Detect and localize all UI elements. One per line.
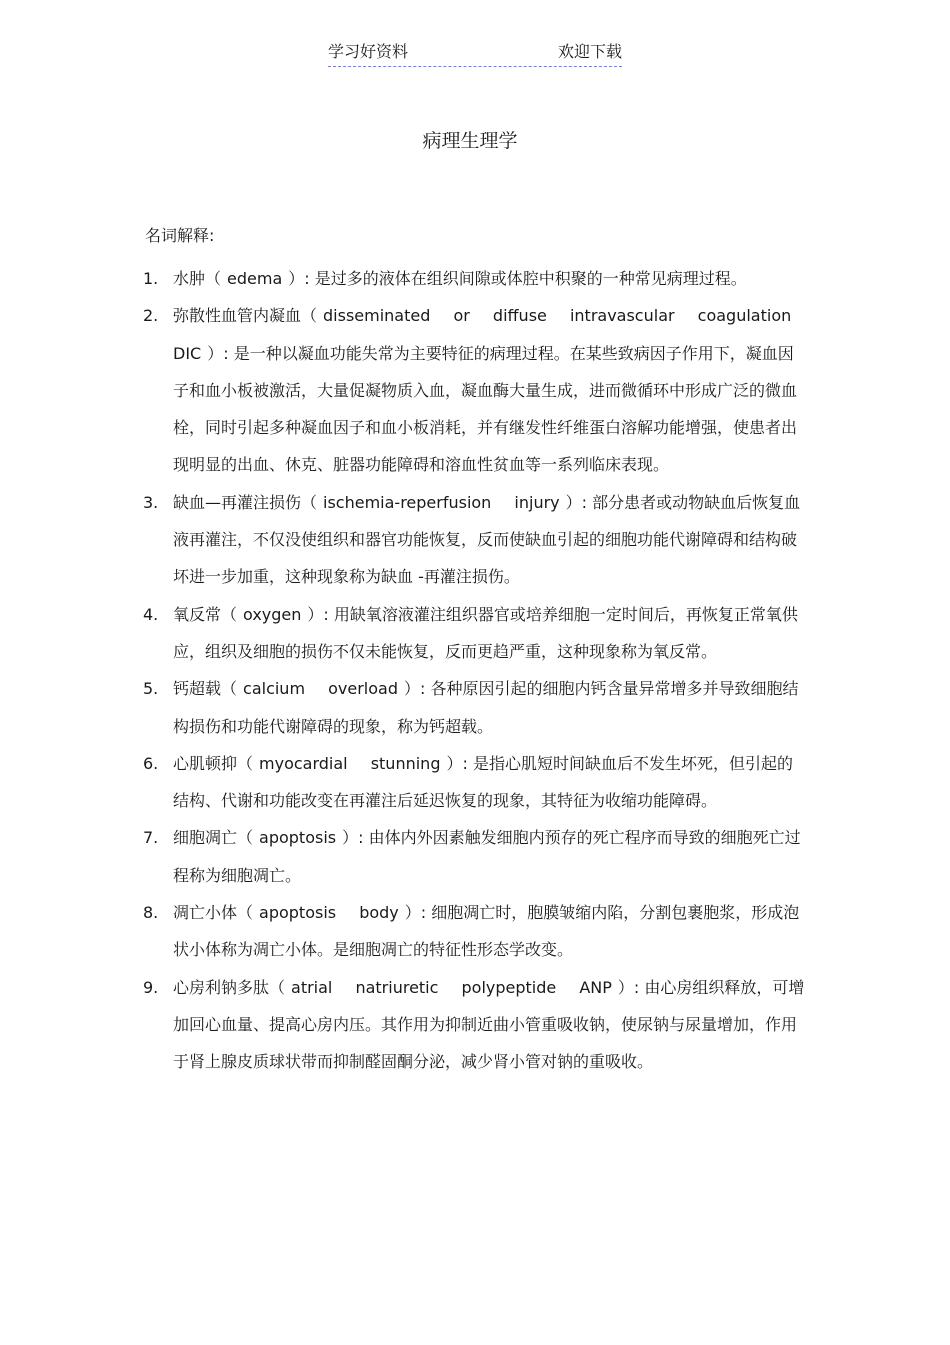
definition-list <box>143 260 808 1081</box>
definition-entry <box>143 894 808 969</box>
entry-latin-term: apoptosis <box>259 828 337 848</box>
entry-body <box>173 484 808 596</box>
header-right-text: 欢迎下载 <box>557 42 622 61</box>
definition-entry <box>143 260 808 297</box>
entry-latin-term: ischemia-reperfusion injury <box>323 492 560 512</box>
definition-entry <box>143 819 808 894</box>
entry-definition: ）: 是一种以凝血功能失常为主要特征的病理过程。在某些致病因子作用下，凝血因子和血小板被激活，大量促凝物质入血，凝血酶大量生成，进而微循环中形成广泛的微血栓，同时引起多种凝血因子和血小板消耗，并有继发性纤维蛋白溶解功能增强，使患者出现明显的出血、休克、脏器功能障碍和溶血性贫血等一系列临床表现。 <box>173 343 798 475</box>
entry-term: 水肿（ <box>173 269 222 288</box>
entry-number: 7. <box>143 828 159 848</box>
definition-entry <box>143 670 808 745</box>
entry-latin-term: disseminated or diffuse intravascular coagulation DIC <box>173 306 792 363</box>
entry-term: 凋亡小体（ <box>173 903 254 923</box>
header-left-text: 学习好资料 <box>328 42 409 61</box>
entry-number: 1. <box>143 269 159 288</box>
definition-entry <box>143 297 808 483</box>
definition-entry <box>143 745 808 820</box>
entry-definition: ）: 用缺氧溶液灌注组织器官或培养细胞一定时间后，再恢复正常氧供应，组织及细胞的损伤不仅未能恢复，反而更趋严重，这种现象称为氧反常。 <box>173 604 798 661</box>
document-title: 病理生理学 <box>422 130 518 152</box>
entry-term: 缺血—再灌注损伤（ <box>173 492 318 512</box>
entry-body <box>173 260 808 297</box>
entry-body <box>173 745 808 820</box>
entry-number: 9. <box>143 977 159 997</box>
entry-definition: ）: 由心房组织释放，可增加回心血量、提高心房内压。其作用为抑制近曲小管重吸收钠，使尿钠与尿量增加，作用于肾上腺皮质球状带而抑制醛固酮分泌，减少肾小管对钠的重吸收。 <box>173 977 805 1072</box>
entry-number: 2. <box>143 306 159 326</box>
entry-latin-term: oxygen <box>243 604 302 624</box>
entry-latin-term: myocardial stunning <box>259 753 441 773</box>
entry-body <box>173 596 808 671</box>
entry-body <box>173 894 808 969</box>
entry-body <box>173 969 808 1081</box>
entry-body <box>173 670 808 745</box>
definition-entry <box>143 484 808 596</box>
entry-latin-term: apoptosis body <box>259 903 399 923</box>
section-heading: 名词解释: <box>145 226 215 245</box>
entry-definition: ）: 是过多的液体在组织间隙或体腔中积聚的一种常见病理过程。 <box>288 269 747 288</box>
entry-definition: ）: 细胞凋亡时，胞膜皱缩内陷，分割包裹胞浆，形成泡状小体称为凋亡小体。是细胞凋亡的特征性形态学改变。 <box>173 903 800 960</box>
entry-definition: ）: 各种原因引起的细胞内钙含量异常增多并导致细胞结构损伤和功能代谢障碍的现象，称为钙超载。 <box>173 679 799 736</box>
definition-entry <box>143 969 808 1081</box>
entry-number: 5. <box>143 679 159 699</box>
entry-latin-term: calcium overload <box>243 679 398 699</box>
page-header <box>328 42 622 67</box>
definition-entry <box>143 596 808 671</box>
entry-latin-term: edema <box>227 269 283 288</box>
entry-body <box>173 297 808 483</box>
entry-latin-term: atrial natriuretic polypeptide ANP <box>291 977 612 997</box>
entry-term: 心肌顿抑（ <box>173 753 254 773</box>
entry-term: 弥散性血管内凝血（ <box>173 306 318 326</box>
entry-number: 3. <box>143 492 159 512</box>
entry-number: 6. <box>143 753 159 773</box>
entry-term: 氧反常（ <box>173 604 238 624</box>
entry-number: 4. <box>143 604 159 624</box>
entry-number: 8. <box>143 903 159 923</box>
entry-term: 心房利钠多肽（ <box>173 977 286 997</box>
entry-term: 钙超载（ <box>173 679 238 699</box>
entry-term: 细胞凋亡（ <box>173 828 254 848</box>
entry-definition: ）: 由体内外因素触发细胞内预存的死亡程序而导致的细胞死亡过程称为细胞凋亡。 <box>173 828 801 885</box>
entry-body <box>173 819 808 894</box>
entry-definition: ）: 是指心肌短时间缺血后不发生坏死，但引起的结构、代谢和功能改变在再灌注后延迟恢复的现象，其特征为收缩功能障碍。 <box>173 753 793 811</box>
entry-definition: ）: 部分患者或动物缺血后恢复血液再灌注，不仅没使组织和器官功能恢复，反而使缺血引起的细胞功能代谢障碍和结构破坏进一步加重，这种现象称为缺血 -再灌注损伤。 <box>173 492 801 587</box>
